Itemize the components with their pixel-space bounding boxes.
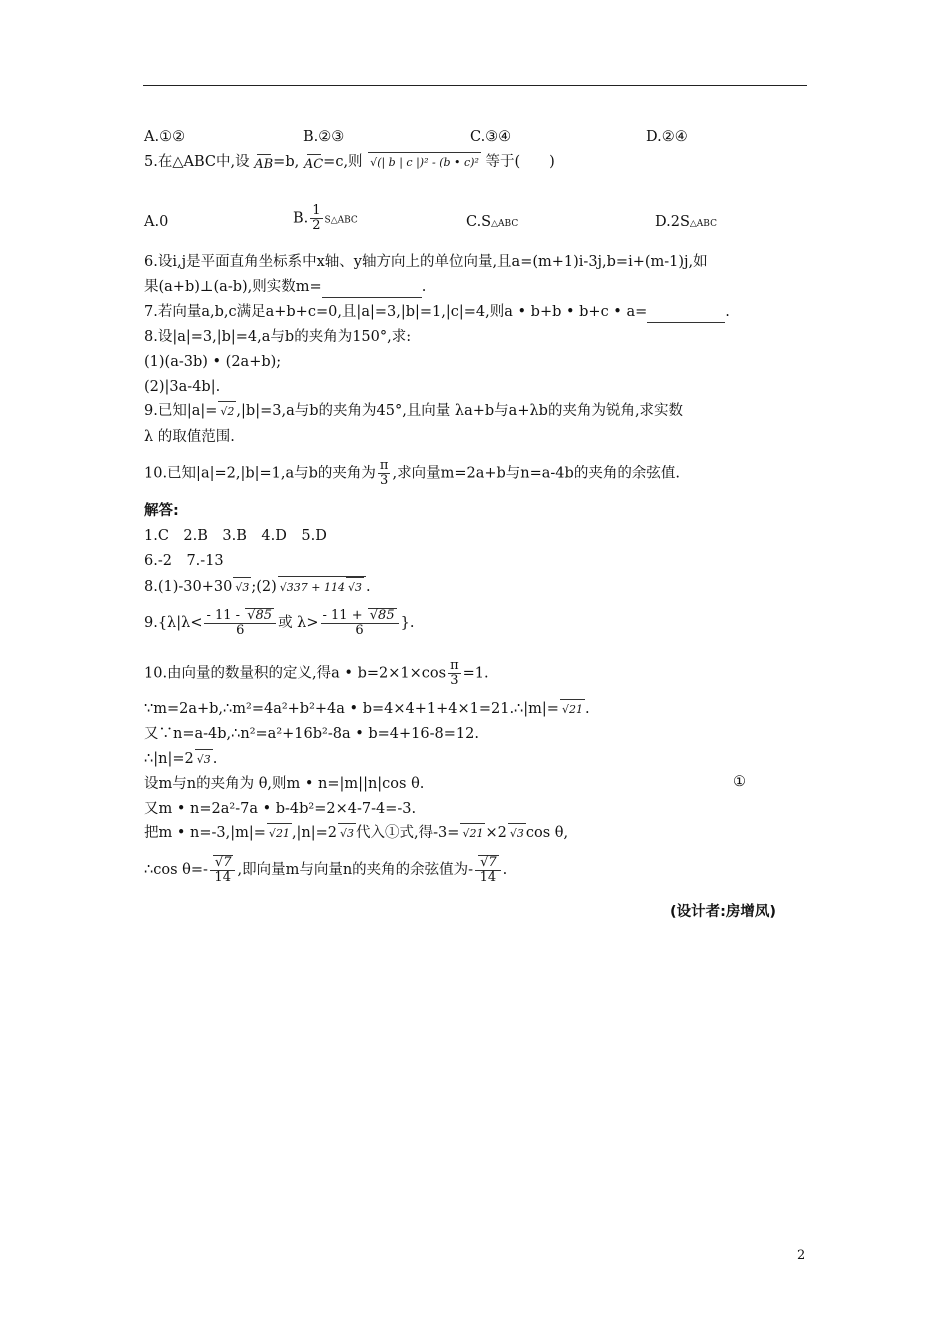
question-6-line-1: 6.设i,j是平面直角坐标系中x轴、y轴方向上的单位向量,且a=(m+1)i-3j,b=i+(m-1)j,如 xyxy=(144,254,708,270)
q5-option-a: A.0 xyxy=(144,214,169,230)
q5-option-d: D.2S△ABC xyxy=(655,214,717,230)
solution-10-line-8: ∴cos θ=- $\frac{√7}{14}$ ,即向量m与向量n的夹角的余弦值为- $\frac{√7}{14}$ . xyxy=(144,855,508,885)
designer-credit: (设计者:房增凤) xyxy=(670,904,777,920)
answers-1-5: 1.C 2.B 3.B 4.D 5.D xyxy=(144,528,327,544)
q5-option-c: C.S△ABC xyxy=(466,214,519,230)
vector-ab: AB xyxy=(254,154,273,171)
solution-10-line-1: 10.由向量的数量积的定义,得a • b=2×1×cos $\frac{\pi}{3}$ =1. xyxy=(144,658,489,688)
question-7: 7.若向量a,b,c满足a+b+c=0,且|a|=3,|b|=1,|c|=4,则a • b+b • b+c • a= . xyxy=(144,302,730,323)
equation-marker: ① xyxy=(733,774,746,790)
answer-8: 8.(1)-30+30 √3 ;(2) √337 + 114 √3 . xyxy=(144,576,371,598)
question-9-line-1: 9.已知|a|= √2 ,|b|=3,a与b的夹角为45°,且向量 λa+b与a+λb的夹角为锐角,求实数 xyxy=(144,401,683,422)
q4-option-a: A.①② xyxy=(144,129,186,145)
answer-9: 9.{λ|λ< $\frac{- 11 - √85}{6}$ 或 λ> $\frac{- 11 + √85}{6}$ }. xyxy=(144,608,415,638)
question-6-line-2: 果(a+b)⊥(a-b),则实数m= . xyxy=(144,277,426,298)
answer-blank xyxy=(647,302,725,323)
answers-6-7: 6.-2 7.-13 xyxy=(144,553,224,569)
solution-10-line-4: ∴|n|=2 √3 . xyxy=(144,749,217,770)
solution-10-line-6: 又m • n=2a²-7a • b-4b²=2×4-7-4=-3. xyxy=(144,801,417,817)
question-5: 5.在△ABC中,设 AB=b, AC=c,则 √(| b | c |)² - (b • c)² 等于( ) xyxy=(144,154,555,172)
question-9-line-2: λ 的取值范围. xyxy=(144,429,235,445)
question-8-line-3: (2)|3a-4b|. xyxy=(144,379,221,395)
q5-option-b: B. $\frac{1}{2}$ S△ABC xyxy=(293,203,358,233)
question-10: 10.已知|a|=2,|b|=1,a与b的夹角为 $\frac{\pi}{3}$ ,求向量m=2a+b与n=a-4b的夹角的余弦值. xyxy=(144,458,680,488)
question-8-line-1: 8.设|a|=3,|b|=4,a与b的夹角为150°,求: xyxy=(144,329,412,345)
q4-option-c: C.③④ xyxy=(470,129,512,145)
solution-10-line-2: ∵m=2a+b,∴m²=4a²+b²+4a • b=4×4+1+4×1=21.∴|m|= √21 . xyxy=(144,699,590,720)
page-number: 2 xyxy=(797,1248,806,1263)
solution-10-line-5: 设m与n的夹角为 θ,则m • n=|m||n|cos θ. xyxy=(144,776,425,792)
solution-10-line-7: 把m • n=-3,|m|= √21 ,|n|=2 √3 代入①式,得-3= √21 ×2 √3 cos θ, xyxy=(144,823,568,844)
solution-10-line-3: 又∵n=a-4b,∴n²=a²+16b²-8a • b=4+16-8=12. xyxy=(144,726,479,742)
vector-ac: AC xyxy=(304,154,323,171)
q5-radical: √(| b | c |)² - (b • c)² xyxy=(368,152,481,173)
header-rule xyxy=(143,85,807,86)
q4-option-b: B.②③ xyxy=(303,129,345,145)
answer-blank xyxy=(322,277,422,298)
q4-option-d: D.②④ xyxy=(646,129,688,145)
answers-heading: 解答: xyxy=(144,503,179,519)
question-8-line-2: (1)(a-3b) • (2a+b); xyxy=(144,354,282,370)
